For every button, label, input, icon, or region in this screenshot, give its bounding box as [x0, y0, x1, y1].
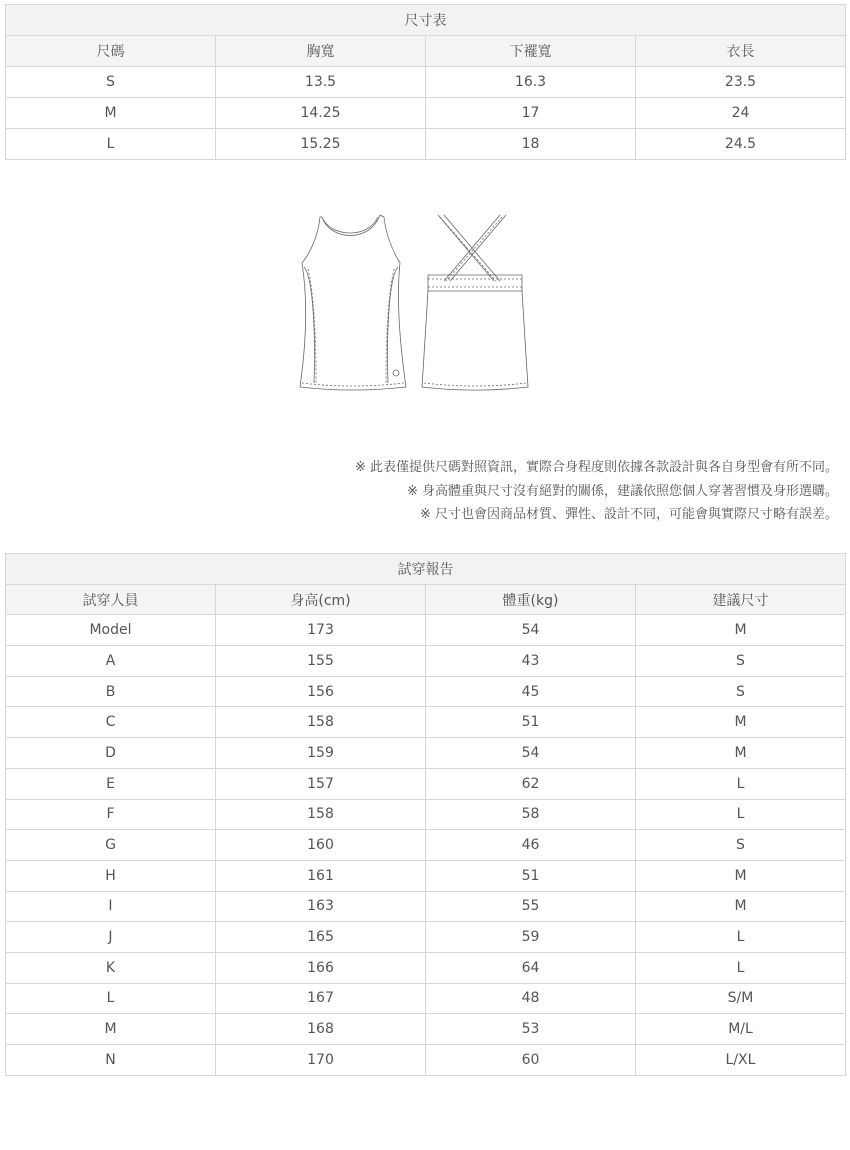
table-cell: I: [6, 891, 216, 922]
table-cell: 18: [426, 129, 636, 160]
size-chart-table: [5, 4, 846, 160]
note-line: ※ 身高體重與尺寸沒有絕對的關係，建議依照您個人穿著習慣及身形選購。: [406, 483, 838, 499]
table-cell: 157: [216, 768, 426, 799]
table-row: [6, 1045, 846, 1076]
table-cell: K: [6, 952, 216, 983]
table-cell: 170: [216, 1045, 426, 1076]
table-cell: B: [6, 676, 216, 707]
table-cell: S/M: [636, 983, 846, 1014]
table-cell: M: [6, 1014, 216, 1045]
table-cell: 15.25: [216, 129, 426, 160]
table-cell: 59: [426, 922, 636, 953]
table-cell: 16.3: [426, 67, 636, 98]
table-cell: 160: [216, 830, 426, 861]
table-row: [6, 799, 846, 830]
table-cell: E: [6, 768, 216, 799]
column-header: 下襬寬: [426, 36, 636, 67]
tank-top-back-drawing: [422, 215, 528, 390]
table-cell: 155: [216, 646, 426, 677]
table-cell: 13.5: [216, 67, 426, 98]
table-cell: S: [636, 830, 846, 861]
table-row: [6, 98, 846, 129]
table-cell: S: [636, 646, 846, 677]
table-row: [6, 768, 846, 799]
column-header: 建議尺寸: [636, 584, 846, 615]
table-row: [6, 738, 846, 769]
table-cell: L: [636, 768, 846, 799]
table-cell: C: [6, 707, 216, 738]
table-cell: 51: [426, 707, 636, 738]
table-row: [6, 615, 846, 646]
table-cell: 46: [426, 830, 636, 861]
table-cell: H: [6, 860, 216, 891]
table-cell: M: [636, 707, 846, 738]
table-row: [6, 646, 846, 677]
table-cell: M: [6, 98, 216, 129]
column-header: 試穿人員: [6, 584, 216, 615]
table-row: [6, 1014, 846, 1045]
table-cell: 166: [216, 952, 426, 983]
table-cell: Model: [6, 615, 216, 646]
table-row: [6, 891, 846, 922]
table-row: [6, 860, 846, 891]
table-cell: L/XL: [636, 1045, 846, 1076]
fit-report-caption-row: [6, 554, 846, 585]
table-cell: S: [636, 676, 846, 707]
table-cell: A: [6, 646, 216, 677]
column-header: 衣長: [636, 36, 846, 67]
tank-top-front-drawing: [300, 215, 406, 390]
table-cell: 14.25: [216, 98, 426, 129]
table-cell: F: [6, 799, 216, 830]
fit-report-title: 試穿報告: [6, 554, 846, 585]
table-cell: 167: [216, 983, 426, 1014]
table-cell: 158: [216, 799, 426, 830]
table-cell: 24.5: [636, 129, 846, 160]
table-cell: L: [636, 922, 846, 953]
table-row: [6, 983, 846, 1014]
table-cell: 53: [426, 1014, 636, 1045]
table-cell: 159: [216, 738, 426, 769]
table-cell: 17: [426, 98, 636, 129]
table-cell: N: [6, 1045, 216, 1076]
table-cell: 156: [216, 676, 426, 707]
table-cell: 43: [426, 646, 636, 677]
table-row: [6, 676, 846, 707]
table-cell: 168: [216, 1014, 426, 1045]
table-cell: M: [636, 891, 846, 922]
column-header: 身高(cm): [216, 584, 426, 615]
table-cell: 58: [426, 799, 636, 830]
table-cell: L: [636, 952, 846, 983]
size-chart-title: 尺寸表: [6, 5, 846, 36]
table-row: [6, 922, 846, 953]
fit-report-header-row: [6, 584, 846, 615]
column-header: 胸寬: [216, 36, 426, 67]
table-cell: 51: [426, 860, 636, 891]
note-line: ※ 此表僅提供尺碼對照資訊，實際合身程度則依據各款設計與各自身型會有所不同。: [354, 460, 838, 475]
table-row: [6, 67, 846, 98]
table-cell: M: [636, 615, 846, 646]
table-row: [6, 129, 846, 160]
table-cell: 55: [426, 891, 636, 922]
table-cell: 54: [426, 615, 636, 646]
table-cell: S: [6, 67, 216, 98]
column-header: 尺碼: [6, 36, 216, 67]
note-line: ※ 尺寸也會因商品材質、彈性、設計不同，可能會與實際尺寸略有誤差。: [419, 507, 838, 522]
table-cell: 163: [216, 891, 426, 922]
size-notes: [138, 456, 838, 527]
table-cell: 158: [216, 707, 426, 738]
table-cell: 54: [426, 738, 636, 769]
table-cell: 165: [216, 922, 426, 953]
table-cell: 48: [426, 983, 636, 1014]
table-cell: 64: [426, 952, 636, 983]
size-chart-header-row: [6, 36, 846, 67]
table-cell: 62: [426, 768, 636, 799]
table-cell: 60: [426, 1045, 636, 1076]
table-cell: L: [636, 799, 846, 830]
table-cell: 24: [636, 98, 846, 129]
table-cell: L: [6, 983, 216, 1014]
table-cell: 23.5: [636, 67, 846, 98]
table-cell: M: [636, 738, 846, 769]
table-row: [6, 707, 846, 738]
table-cell: 45: [426, 676, 636, 707]
table-row: [6, 952, 846, 983]
table-cell: J: [6, 922, 216, 953]
fit-report-body: [6, 615, 846, 1075]
table-cell: 161: [216, 860, 426, 891]
table-cell: G: [6, 830, 216, 861]
table-row: [6, 830, 846, 861]
table-cell: L: [6, 129, 216, 160]
table-cell: D: [6, 738, 216, 769]
table-cell: 173: [216, 615, 426, 646]
column-header: 體重(kg): [426, 584, 636, 615]
fit-report-table: [5, 553, 846, 1076]
garment-illustration: [290, 205, 540, 405]
table-cell: M/L: [636, 1014, 846, 1045]
table-cell: M: [636, 860, 846, 891]
size-chart-caption-row: [6, 5, 846, 36]
